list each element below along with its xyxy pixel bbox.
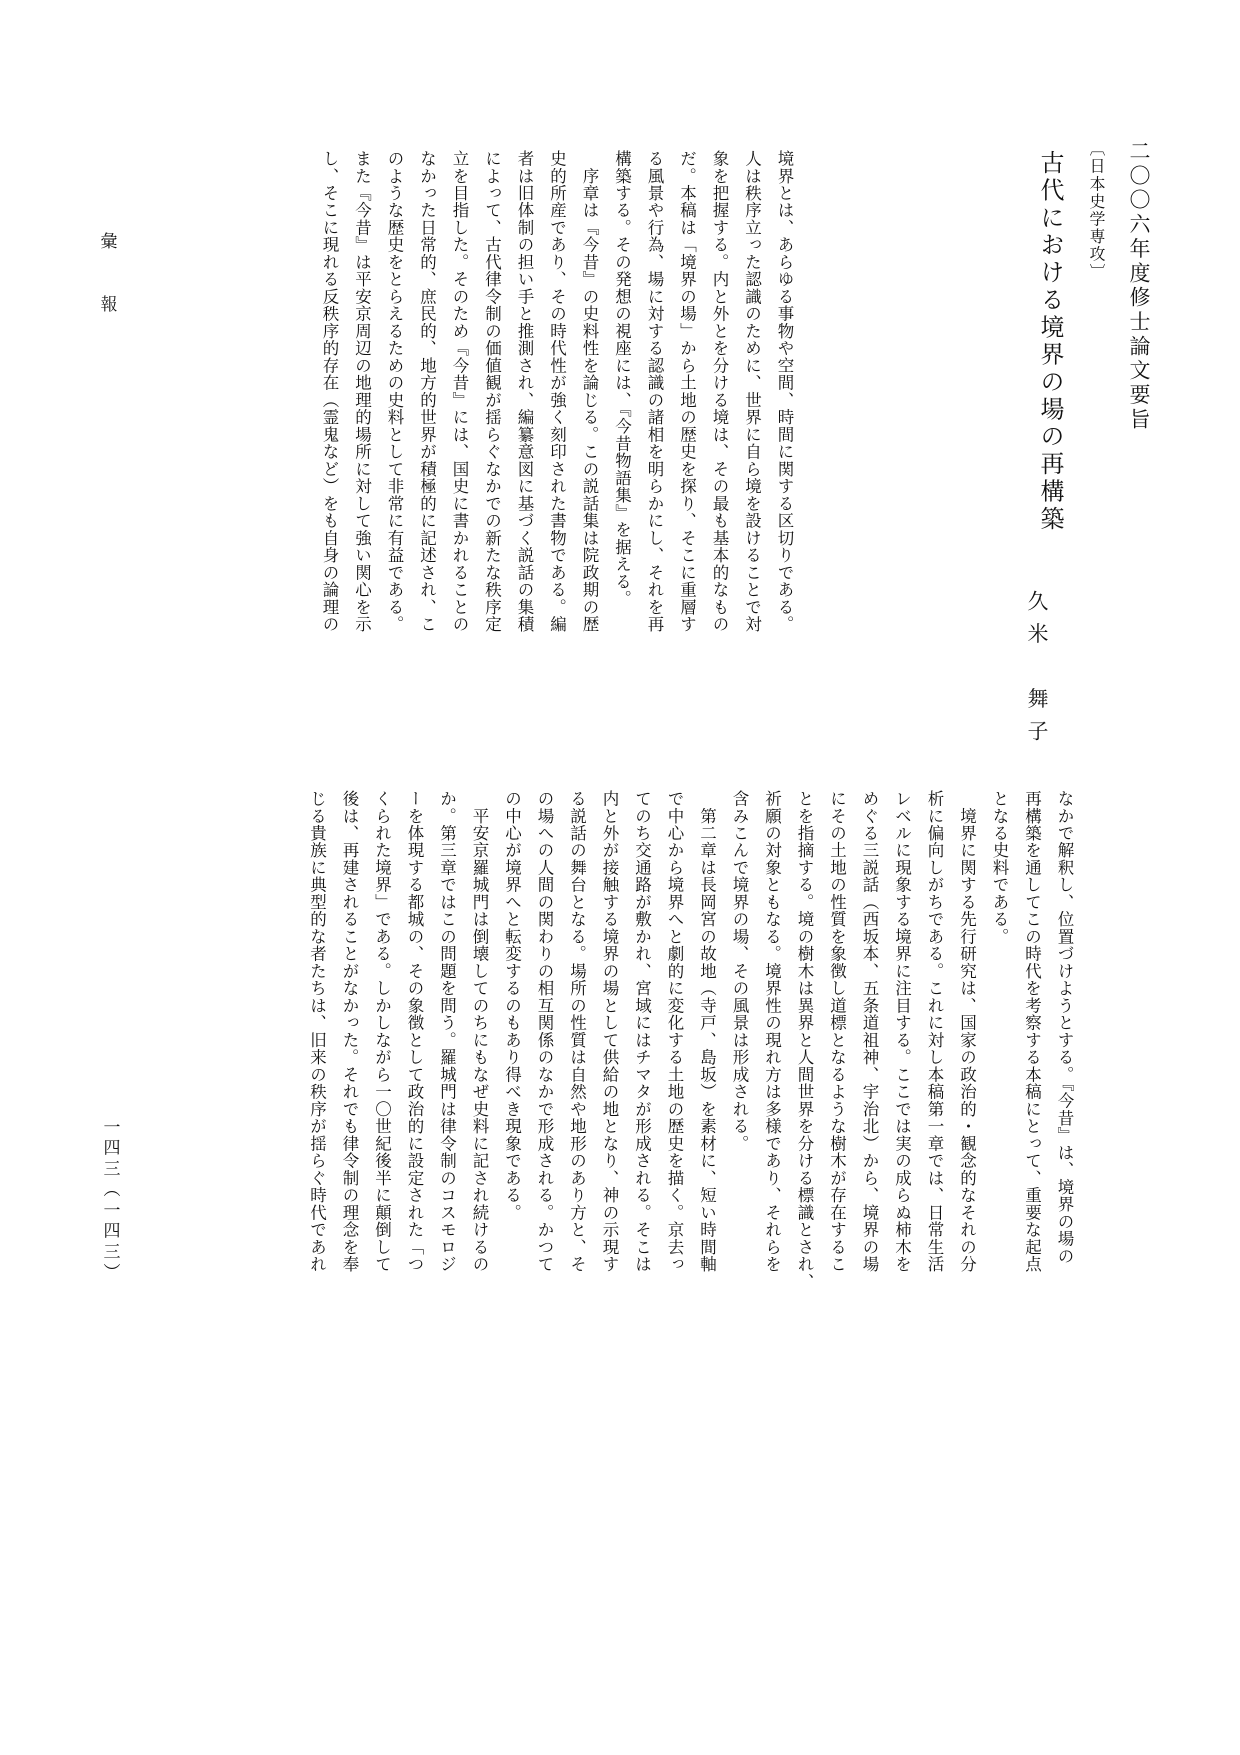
body-line: 再構築を通してこの時代を考察する本稿にとって、重要な起点 (1022, 790, 1042, 1273)
body-text-top (0, 150, 1240, 760)
body-line: 含みこんで境界の場、その風景は形成される。 (730, 790, 749, 1153)
body-line: 者は旧体制の担い手と推測され、編纂意図に基づく説話の集積 (515, 150, 534, 633)
series-title: 二〇〇六年度修士論文要旨 (1127, 140, 1151, 433)
body-text-bottom (0, 790, 1240, 1410)
body-line: めぐる三説話（西坂本、五条道祖神、宇治北）から、境界の場 (860, 790, 879, 1273)
body-line: 第二章は長岡宮の故地（寺戸、島坂）を素材に、短い時間軸 (697, 790, 717, 1273)
body-line: なかった日常的、庶民的、地方的世界が積極的に記述され、こ (417, 150, 437, 633)
page-title: 古代における境界の場の再構築 (1036, 150, 1062, 534)
body-line: レベルに現象する境界に注目する。ここでは実の成らぬ柿木を (892, 790, 912, 1273)
body-line: とを指摘する。境の樹木は異界と人間世界を分ける標識とされ、 (795, 790, 814, 1291)
body-line: によって、古代律令制の価値観が揺らぐなかでの新たな秩序定 (482, 150, 502, 633)
body-line: じる貴族に典型的な者たちは、旧来の秩序が揺らぐ時代であれ (307, 790, 327, 1273)
running-header: 彙 報 (97, 232, 117, 327)
body-line: 平安京羅城門は倒壊してのちにもなぜ史料に記され続けるの (470, 790, 489, 1273)
body-line: 象を把握する。内と外とを分ける境は、その最も基本的なもの (710, 150, 729, 633)
body-line: にその土地の性質を象徴し道標となるような樹木が存在するこ (827, 790, 847, 1273)
body-line: てのち交通路が敷かれ、宮域にはチマタが形成される。そこは (632, 790, 652, 1273)
body-line: 史的所産であり、その時代性が強く刻印された書物である。編 (547, 150, 567, 633)
body-line: 序章は『今昔』の史料性を論じる。この説話集は院政期の歴 (580, 150, 599, 633)
body-line: 境界とは、あらゆる事物や空間、時間に関する区切りである。 (775, 150, 794, 633)
body-line: し、そこに現れる反秩序的存在（霊鬼など）をも自身の論理の (320, 150, 339, 633)
body-line: 立を目指した。そのため『今昔』には、国史に書かれることの (450, 150, 469, 633)
body-line: る説話の舞台となる。場所の性質は自然や地形のあり方と、そ (567, 790, 587, 1273)
body-line: の場への人間の関わりの相互関係のなかで形成される。かつて (535, 790, 554, 1273)
body-line: 後は、再建されることがなかった。それでも律令制の理念を奉 (340, 790, 359, 1273)
body-line: 境界に関する先行研究は、国家の政治的・観念的なそれの分 (957, 790, 977, 1273)
body-line: か。第三章ではこの問題を問う。羅城門は律令制のコスモロジ (437, 790, 457, 1273)
body-line: くられた境界」である。しかしながら一〇世紀後半に顛倒して (372, 790, 392, 1273)
body-line: ーを体現する都城の、その象徴として政治的に設定された「つ (405, 790, 424, 1273)
body-line: 祈願の対象ともなる。境界性の現れ方は多様であり、それらを (762, 790, 782, 1273)
body-line: の中心が境界へと転変するのもあり得べき現象である。 (502, 790, 522, 1222)
body-line: 構築する。その発想の視座には、『今昔物語集』を据える。 (612, 150, 632, 608)
body-line: 内と外が接触する境界の場として供給の地となり、神の示現す (600, 790, 619, 1273)
body-line: なかで解釈し、位置づけようとする。『今昔』は、境界の場の (1055, 790, 1074, 1265)
body-line: 析に偏向しがちである。これに対し本稿第一章では、日常生活 (925, 790, 944, 1273)
author-name: 久米 舞子 (1025, 590, 1049, 753)
page-number: 一四三（一四三） (100, 1118, 120, 1284)
body-line: また『今昔』は平安京周辺の地理的場所に対して強い関心を示 (352, 150, 372, 633)
body-line: る風景や行為、場に対する認識の諸相を明らかにし、それを再 (645, 150, 664, 633)
body-line: で中心から境界へと劇的に変化する土地の歴史を描く。京去っ (665, 790, 684, 1273)
body-line: だ。本稿は「境界の場」から土地の歴史を探り、そこに重層す (677, 150, 697, 633)
body-line: となる史料である。 (990, 790, 1009, 946)
body-line: のような歴史をとらえるための史料として非常に有益である。 (385, 150, 404, 633)
body-line: 人は秩序立った認識のために、世界に自ら境を設けることで対 (742, 150, 762, 633)
field-note: 〔日本史学専攻〕 (1087, 140, 1104, 281)
